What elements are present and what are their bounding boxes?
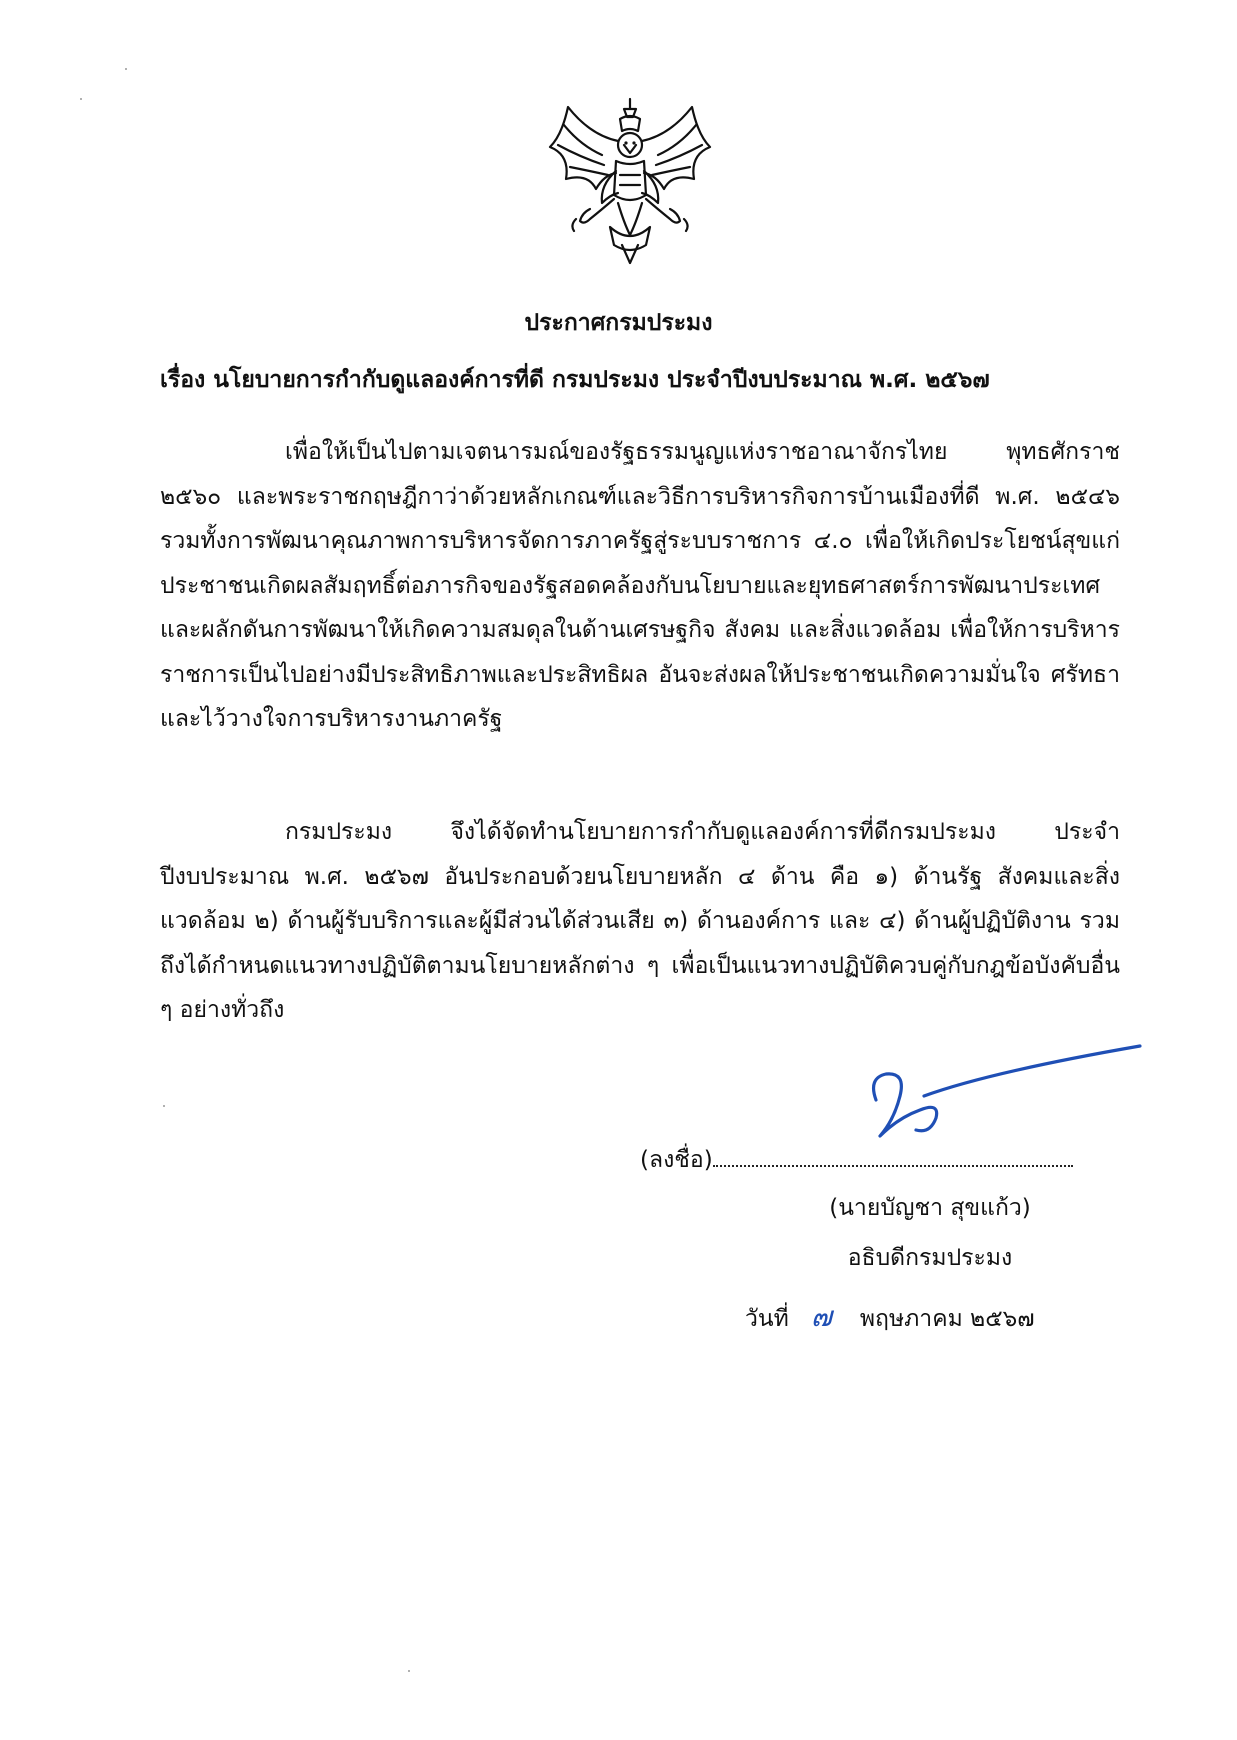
signature-line — [640, 1142, 1120, 1178]
date-day-handwritten: ๗ — [810, 1300, 832, 1333]
scan-speck — [80, 98, 82, 100]
date-label: วันที่ — [745, 1306, 789, 1332]
scan-speck — [125, 68, 127, 70]
body-paragraph-2: กรมประมง จึงได้จัดทำนโยบายการกำกับดูแลองค์การที่ดีกรมประมง ประจำปีงบประมาณ พ.ศ. ๒๕๖๗ อันประกอบด้วยนโยบายหลัก ๔ ด้าน คือ ๑) ด้านรัฐ สังคมและสิ่งแวดล้อม ๒) ด้านผู้รับบริการและผู้มีส่วนได้ส่วนเสีย ๓) ด้านองค์การ และ ๔) ด้านผู้ปฏิบัติงาน รวมถึงได้กำหนดแนวทางปฏิบัติตามนโยบายหลักต่าง ๆ เพื่อเป็นแนวทางปฏิบัติควบคู่กับกฎข้อบังคับอื่น ๆ อย่างทั่วถึง — [160, 819, 1120, 1023]
sign-label: (ลงชื่อ) — [640, 1147, 713, 1173]
signatory-name: (นายบัญชา สุขแก้ว) — [829, 1195, 1031, 1221]
signatory-position: อธิบดีกรมประมง — [847, 1245, 1013, 1271]
garuda-emblem-icon — [540, 95, 720, 275]
scan-speck — [163, 1105, 165, 1107]
date-month-year: พฤษภาคม ๒๕๖๗ — [859, 1306, 1035, 1332]
subject-line: เรื่อง นโยบายการกำกับดูแลองค์การที่ดี กรมประมง ประจำปีงบประมาณ พ.ศ. ๒๕๖๗ — [160, 367, 990, 393]
handwritten-signature — [840, 1038, 1150, 1158]
announcement-title: ประกาศกรมประมง — [524, 310, 713, 336]
signature-dotted-line — [713, 1147, 1073, 1167]
document-date — [745, 1295, 1145, 1339]
scan-speck — [408, 1670, 410, 1672]
body-paragraph-1: เพื่อให้เป็นไปตามเจตนารมณ์ของรัฐธรรมนูญแห่งราชอาณาจักรไทย พุทธศักราช ๒๕๖๐ และพระราชกฤษฎีกาว่าด้วยหลักเกณฑ์และวิธีการบริหารกิจการบ้านเมืองที่ดี พ.ศ. ๒๕๔๖ รวมทั้งการพัฒนาคุณภาพการบริหารจัดการภาครัฐสู่ระบบราชการ ๔.๐ เพื่อให้เกิดประโยชน์สุขแก่ประชาชนเกิดผลสัมฤทธิ์ต่อภารกิจของรัฐสอดคล้องกับนโยบายและยุทธศาสตร์การพัฒนาประเทศ และผลักดันการพัฒนาให้เกิดความสมดุลในด้านเศรษฐกิจ สังคม และสิ่งแวดล้อม เพื่อให้การบริหารราชการเป็นไปอย่างมีประสิทธิภาพและประสิทธิผล อันจะส่งผลให้ประชาชนเกิดความมั่นใจ ศรัทธา และไว้วางใจการบริหารงานภาครัฐ — [160, 439, 1120, 732]
